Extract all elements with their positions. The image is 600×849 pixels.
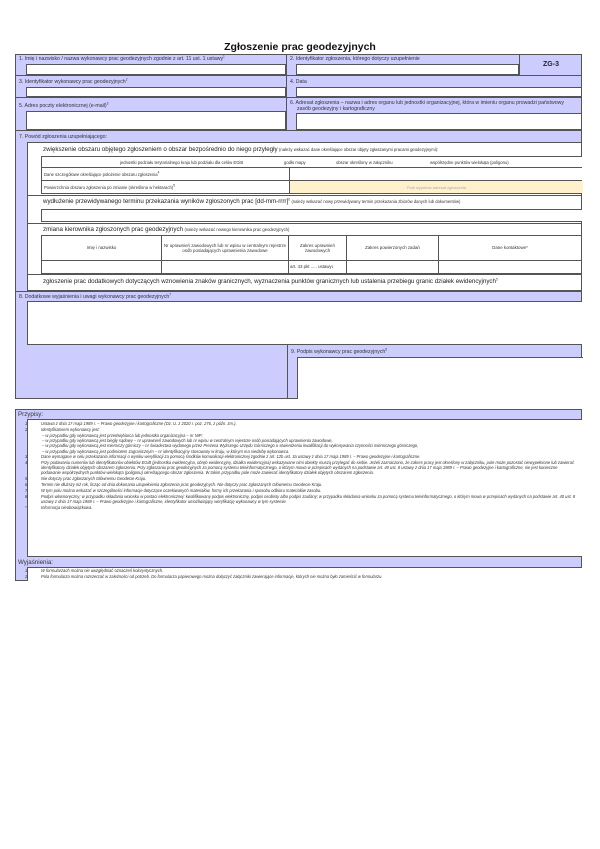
footnotes-list	[25, 421, 577, 511]
footnote-item	[25, 459, 577, 476]
footnote-subitem: – w przypadku gdy wykonawcą jest podmiotem zagranicznym – nr identyfikacyjny stosowany w kraju, w którym ma siedzibę wykonawca.	[42, 448, 290, 454]
field-9-label: 9. Podpis wykonawcy prac geodezyjnych$^8$	[291, 347, 388, 355]
footnote-text: Nie dotyczy prac zgłaszanych Głównemu Geodecie Kraju.	[41, 476, 147, 482]
column-header-license-scope: Zakres uprawnień zawodowych	[288, 235, 347, 261]
field-5-label: 5. Adres poczty elektronicznej (e-mail)$^3$	[19, 101, 109, 109]
explanations-list	[25, 568, 577, 580]
explanation-number: 1.	[25, 568, 29, 573]
footnote-text: Przy podawaniu numerów lub identyfikatorów obiektów EGiB (jednostka ewidencyjna, obręb ewidencyjny, działka ewidencyjna) wskazywane nimi obiekty muszą przylegać do siebie. Jeżeli zaznaczono, że zakres pracy jest określony w załączniku, pole może pozostać niewypełnione lub zawierać identyfikatory działek objętych obszarem zgłoszenia. Przy zgłaszaniu prac geodezyjnych za pomocą systemu teleinformatycznego, o którym mowa w przepisach wydanych na podstawie art. 40 ust. 8 ustawy z dnia 17 maja 1989 r. – Prawo geodezyjne i kartograficzne, nie jest konieczne podawanie współrzędnych punktów wielokąta (poligonu) określającego obszar zgłoszenia. W takim przypadku pole może zawierać identyfikatory działek objętych obszarem zgłoszenia.	[41, 459, 575, 476]
additional-remarks-input[interactable]	[27, 301, 582, 345]
footnote-number: 7.	[25, 488, 29, 494]
footnote-text: Podpis własnoręczny; w przypadku składania wniosku w postaci elektronicznej: kwalifikowany podpis elektroniczny, podpis osobisty albo podpis zaufany; w przypadku składania wniosku za pomocą systemu teleinformatycznego, o którym mowa w przepisach wydanych na podstawie art. 40 ust. 8 ustawy z dnia 17 maja 1989 r. – Prawo geodezyjne i kartograficzne, identyfikator umożliwiający weryfikację wykonawcy w tym systemie.	[41, 494, 576, 505]
footnote-number: *	[25, 505, 27, 511]
executor-id-input[interactable]	[26, 87, 286, 97]
executor-name-input[interactable]	[26, 64, 286, 75]
date-input[interactable]	[296, 87, 582, 97]
footnote-number: 8.	[25, 494, 29, 500]
field-1-label: 1. Imię i nazwisko / nazwa wykonawcy prac geodezyjnych zgodnie z art. 11 ust. 1 ustawy$^1$	[19, 54, 225, 62]
area-detail-label: Dane szczegółowe określające położenie obszaru zgłoszenia$^4$	[44, 170, 160, 177]
footnote-subitem: – w przypadku gdy wykonawcą jest biegły sądowy – nr uprawnień zawodowych lub nr wpisu w centralnym rejestrze osób posiadających uprawnienia zawodowe,	[42, 438, 333, 444]
manager-task-scope-input[interactable]	[346, 260, 439, 274]
explanation-text: W formularzach można nie uwzględniać oznaczeń kolorystycznych.	[41, 568, 164, 573]
footnote-number: 5.	[25, 476, 29, 482]
addressee-input[interactable]	[296, 113, 582, 130]
option-territorial-units[interactable]: jednostki podziału terytorialnego kraju lub podziału dla celów EGiB	[120, 160, 244, 165]
footnote-text: Informacja nieobowiązkowa.	[41, 505, 93, 511]
footnote-item	[25, 494, 577, 505]
field-8-label: 8. Dodatkowe wyjaśnienia i uwagi wykonawcy prac geodezyjnych$^7$	[19, 292, 172, 300]
form-title: Zgłoszenie prac geodezyjnych	[224, 41, 376, 53]
footnote-item	[25, 453, 577, 459]
field-7-label: 7. Powód zgłoszenia uzupełniającego:	[19, 134, 107, 140]
manager-contact-input[interactable]	[438, 260, 582, 274]
footnote-text: Termin nie dłuższy niż rok, licząc od dnia dokonania uzupełnienia zgłoszenia prac geodezyjnych. Nie dotyczy prac zgłaszanych Głównemu Geodecie Kraju.	[41, 482, 323, 488]
footnote-text: W tym polu można wskazać w szczególności informacje dotyczące oczekiwanych materiałów, formy ich przekazania i sposobu odbioru materiałów zasobu.	[41, 488, 322, 494]
footnote-number: 4.	[25, 459, 29, 465]
footnotes-title: Przypisy:	[18, 411, 44, 418]
field-6-section	[287, 98, 582, 131]
reason-d-divider	[27, 274, 582, 275]
reason-area-extension[interactable]: zwiększenie obszaru objętego zgłoszeniem o obszar bezpośrednio do niego przyległy (należy wskazać dane określające obszar objęty zgłaszanymi pracami geodezyjnymi):	[43, 146, 439, 153]
reason-b-divider	[27, 195, 582, 196]
column-header-task-scope: Zakres powierzonych zadań	[346, 235, 439, 261]
reason-additional-boundary-works[interactable]: zgłoszenie prac dodatkowych dotyczących wznowienia znaków granicznych, wyznaczenia punktów granicznych lub ustalenia przebiegu granic działek ewidencyjnych$^5$	[43, 277, 498, 285]
reason-c-divider	[27, 223, 582, 224]
field-5-section	[15, 98, 287, 131]
manager-license-input[interactable]	[161, 260, 289, 274]
field-3-section	[15, 76, 287, 98]
footnote-text: Dane wymagane w celu przekazania informacji o wyniku weryfikacji za pomocą środków komunikacji elektronicznej zgodnie z art. 12b ust. 3a ustawy z dnia 17 maja 1989 r. – Prawo geodezyjne i kartograficzne.	[41, 453, 421, 459]
option-area-attachment[interactable]: obszar określony w załączniku	[336, 160, 393, 165]
explanation-number: 2.	[25, 573, 29, 579]
manager-license-scope-input[interactable]: art. 43 pkt ..... ustawy 1	[288, 260, 347, 274]
footnote-item	[25, 476, 577, 482]
option-map-sheet[interactable]: godło mapy	[284, 160, 306, 165]
area-size-input	[289, 181, 583, 193]
form-code: ZG-3	[519, 54, 582, 76]
reason-manager-change[interactable]: zmiana kierownika zgłoszonych prac geodezyjnych (należy wskazać nowego kierownika prac geodezyjnych)	[43, 226, 290, 233]
area-size-label: Powierzchnia obszaru zgłoszenia po zmianie (określona w hektarach)$^5$	[44, 183, 175, 190]
field-9-section	[287, 345, 582, 399]
explanations-title: Wyjaśnienia:	[18, 559, 54, 566]
footnote-item	[25, 421, 577, 426]
column-header-contact: Dane kontaktowe*	[438, 235, 582, 261]
field-2-label: 2. Identyfikator zgłoszenia, którego dotyczy uzupełnienie	[290, 56, 420, 62]
footnote-number: 1.	[25, 421, 29, 426]
field-6-label: 6. Adresat zgłoszenia – nazwa i adres organu lub jednostki organizacyjnej, która w imieniu organu prowadzi państwowy zasób geodezyjny i kartograficzny	[290, 100, 564, 112]
manager-name-input[interactable]	[41, 260, 162, 274]
footnote-item	[25, 482, 577, 488]
field-8-divider	[15, 291, 582, 292]
area-detail-input[interactable]	[289, 168, 583, 180]
footnote-text: Ustawa z dnia 17 maja 1989 r. – Prawo geodezyjne i kartograficzne (Dz. U. z 2020 r. poz. 276, z późn. zm.).	[41, 421, 237, 426]
footnote-item	[25, 426, 577, 432]
footnote-text: Identyfikatorem wykonawcy jest:	[41, 426, 100, 432]
explanation-item	[25, 573, 577, 579]
footnote-number: 2.	[25, 426, 29, 432]
field-4-label: 4. Data	[290, 79, 307, 85]
field-4-section	[287, 76, 582, 98]
area-size-placeholder: Pole wypełnia adresat zgłoszenia	[406, 184, 467, 190]
footnote-item	[25, 505, 577, 511]
area-detail-row	[41, 168, 582, 181]
new-deadline-input[interactable]	[41, 209, 582, 222]
option-polygon-coordinates[interactable]: współrzędne punktów wielokąta (poligonu)	[430, 160, 509, 165]
footnote-subitem: – w przypadku gdy wykonawcą jest mierniczy górniczy – nr świadectwa wydanego przez Prezesa Wyższego Urzędu Górniczego o stwierdzeniu kwalifikacji do wykonywania czynności mierniczego górniczego,	[42, 443, 419, 449]
explanation-item	[25, 568, 577, 573]
column-header-license-number: Nr uprawnień zawodowych lub nr wpisu w centralnym rejestrze osób posiadających uprawnienia zawodowe	[161, 235, 289, 261]
footnote-number: 3.	[25, 453, 29, 459]
column-header-name: Imię i nazwisko	[41, 235, 162, 261]
footnote-number: 6.	[25, 482, 29, 488]
field-1-section	[15, 54, 287, 76]
submission-id-input[interactable]	[296, 64, 519, 75]
area-size-row	[41, 181, 582, 194]
reason-deadline-extension[interactable]: wydłużenie przewidywanego terminu przekazania wyników zgłoszonych prac [dd-mm-rrrr]$^6$ (należy wskazać nowy przewidywany termin przekazania zbiorów danych lub dokumentów)	[43, 197, 461, 205]
field-3-label: 3. Identyfikator wykonawcy prac geodezyjnych$^2$	[19, 77, 128, 85]
email-input[interactable]	[26, 111, 286, 130]
explanation-text: Pola formularza można rozszerzać w zależności od potrzeb. Do formularza papierowego można dołączyć załączniki zawierające informacje, których nie można było zamieścić w formularzu.	[41, 573, 383, 579]
footnote-subitem: – w przypadku gdy wykonawcą jest przedsiębiorca lub jednostka organizacyjna – nr NIP;	[42, 432, 203, 438]
signature-input[interactable]	[297, 357, 583, 399]
field-2-section	[287, 54, 519, 76]
footnote-item	[25, 488, 577, 494]
